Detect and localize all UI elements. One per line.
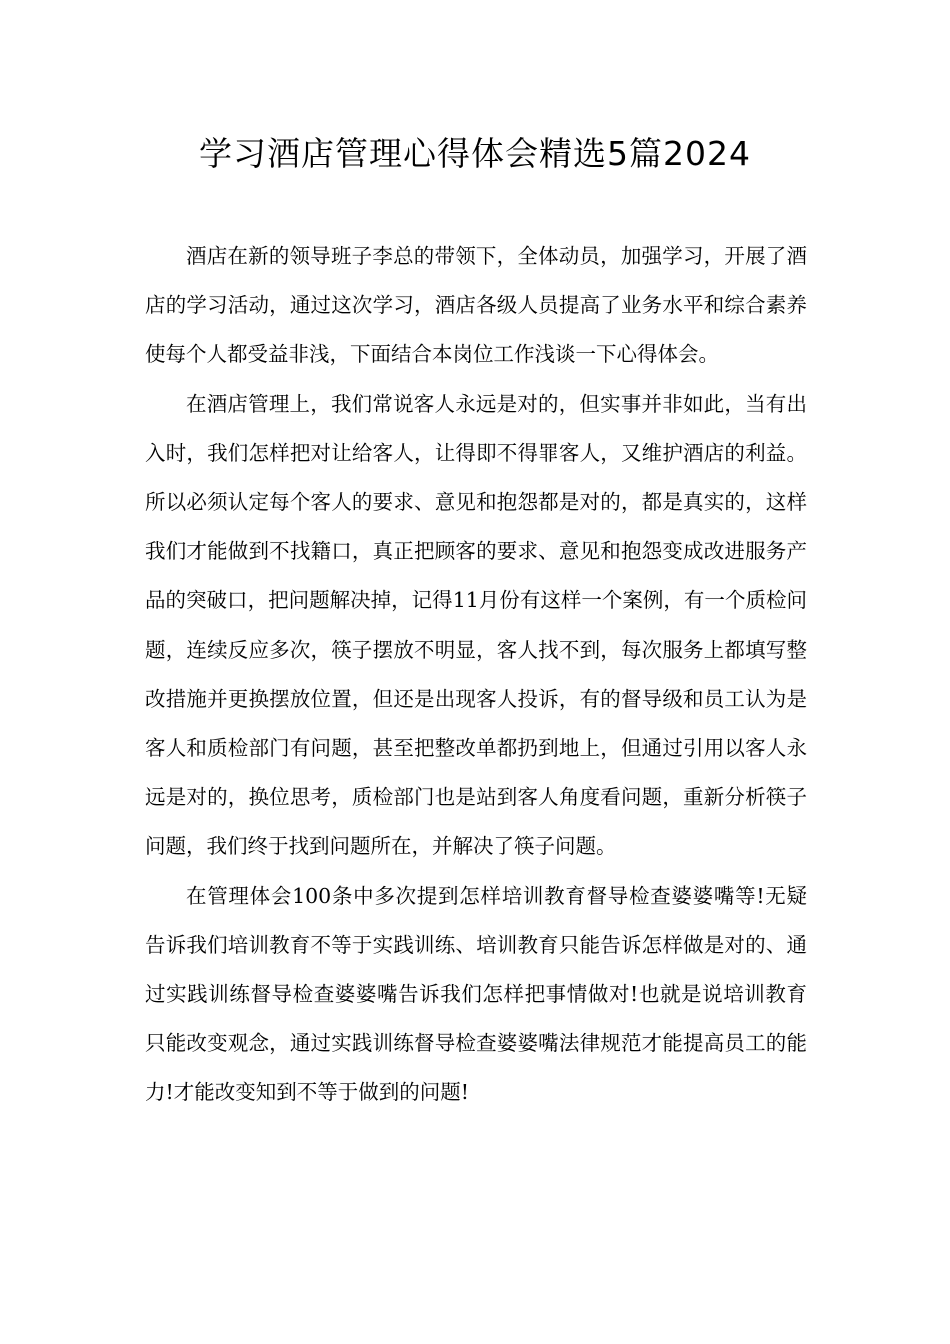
paragraph-3: 在管理体会100条中多次提到怎样培训教育督导检查婆婆嘴等!无疑告诉我们培训教育不等于实践训练、培训教育只能告诉怎样做是对的、通过实践训练督导检查婆婆嘴告诉我们怎样把事情做对!也就是说培训教育只能改变观念，通过实践训练督导检查婆婆嘴法律规范才能提高员工的能力!才能改变知到不等于做到的问题! (145, 883, 807, 1105)
document-body (145, 232, 807, 1118)
paragraph-1: 酒店在新的领导班子李总的带领下，全体动员，加强学习，开展了酒店的学习活动，通过这次学习，酒店各级人员提高了业务水平和综合素养使每个人都受益非浅，下面结合本岗位工作浅谈一下心得体会。 (145, 244, 807, 367)
document-title: 学习酒店管理心得体会精选5篇2024 (199, 134, 751, 173)
paragraph-2: 在酒店管理上，我们常说客人永远是对的，但实事并非如此，当有出入时，我们怎样把对让给客人，让得即不得罪客人，又维护酒店的利益。所以必须认定每个客人的要求、意见和抱怨都是对的，都是真实的，这样我们才能做到不找籍口，真正把顾客的要求、意见和抱怨变成改进服务产品的突破口，把问题解决掉，记得11月份有这样一个案例，有一个质检问题，连续反应多次，筷子摆放不明显，客人找不到，每次服务上都填写整改措施并更换摆放位置，但还是出现客人投诉，有的督导级和员工认为是客人和质检部门有问题，甚至把整改单都扔到地上，但通过引用以客人永远是对的，换位思考，质检部门也是站到客人角度看问题，重新分析筷子问题，我们终于找到问题所在，并解决了筷子问题。 (145, 391, 807, 859)
